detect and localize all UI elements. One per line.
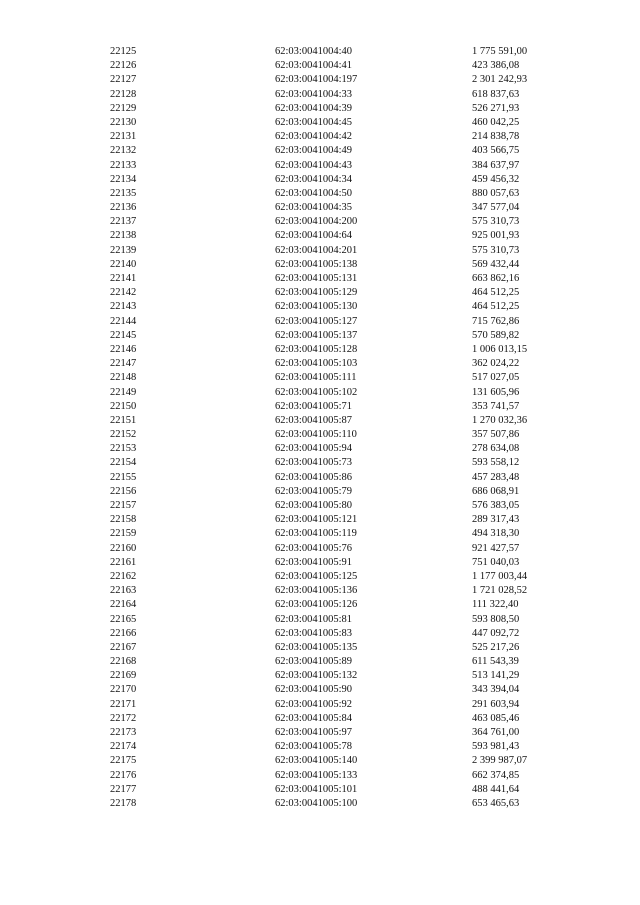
cadastral-number: 62:03:0041005:92: [275, 698, 353, 710]
cadastral-number: 62:03:0041005:80: [275, 500, 353, 511]
cadastral-value: 2 399 987,07: [472, 755, 528, 767]
table-row: [0, 386, 640, 400]
cadastral-number: 62:03:0041005:127: [275, 315, 358, 327]
row-number: 22159: [110, 528, 137, 540]
table-row: [0, 442, 640, 456]
cadastral-value: 403 566,75: [472, 145, 520, 157]
cadastral-number: 62:03:0041005:97: [275, 727, 353, 738]
table-row: [0, 669, 640, 683]
table-row: [0, 286, 640, 300]
cadastral-number: 62:03:0041005:87: [275, 414, 353, 426]
cadastral-value: 618 837,63: [472, 88, 520, 100]
cadastral-number: 62:03:0041005:125: [275, 570, 358, 582]
table-row: [0, 769, 640, 783]
row-number: 22150: [110, 400, 137, 412]
table-row: [0, 300, 640, 314]
table-row: [0, 144, 640, 158]
cadastral-value: 384 637,97: [472, 159, 520, 171]
row-number: 22156: [110, 485, 137, 497]
cadastral-value: 1 721 028,52: [472, 585, 528, 597]
cadastral-number: 62:03:0041004:200: [275, 216, 358, 228]
row-number: 22146: [110, 343, 137, 355]
cadastral-table: [0, 45, 640, 811]
cadastral-value: 447 092,72: [472, 627, 520, 639]
cadastral-value: 423 386,08: [472, 60, 520, 72]
row-number: 22152: [110, 429, 137, 441]
cadastral-value: 525 217,26: [472, 641, 520, 653]
cadastral-value: 593 808,50: [472, 613, 520, 625]
cadastral-number: 62:03:0041004:34: [275, 173, 353, 185]
table-row: [0, 414, 640, 428]
table-row: [0, 357, 640, 371]
cadastral-number: 62:03:0041005:83: [275, 627, 353, 639]
table-row: [0, 598, 640, 612]
row-number: 22158: [110, 514, 137, 526]
table-row: [0, 102, 640, 116]
table-row: [0, 783, 640, 797]
cadastral-value: 291 603,94: [472, 698, 520, 710]
row-number: 22175: [110, 755, 137, 767]
row-number: 22126: [110, 60, 137, 72]
table-row: [0, 215, 640, 229]
cadastral-value: 214 838,78: [472, 131, 520, 143]
row-number: 22134: [110, 173, 137, 185]
cadastral-number: 62:03:0041005:86: [275, 471, 353, 483]
table-row: [0, 187, 640, 201]
cadastral-value: 353 741,57: [472, 400, 520, 412]
table-row: [0, 400, 640, 414]
cadastral-value: 662 374,85: [472, 769, 520, 781]
table-row: [0, 73, 640, 87]
table-row: [0, 726, 640, 740]
cadastral-number: 62:03:0041005:89: [275, 656, 353, 668]
row-number: 22172: [110, 712, 137, 724]
cadastral-number: 62:03:0041005:137: [275, 329, 358, 341]
table-row: [0, 740, 640, 754]
cadastral-number: 62:03:0041005:81: [275, 613, 353, 625]
cadastral-value: 2 301 242,93: [472, 74, 528, 86]
cadastral-number: 62:03:0041004:64: [275, 230, 353, 242]
row-number: 22130: [110, 116, 137, 128]
row-number: 22142: [110, 287, 137, 299]
table-row: [0, 229, 640, 243]
cadastral-number: 62:03:0041004:197: [275, 74, 358, 86]
cadastral-value: 1 177 003,44: [472, 570, 528, 582]
cadastral-number: 62:03:0041004:33: [275, 88, 353, 100]
row-number: 22138: [110, 230, 137, 242]
cadastral-number: 62:03:0041005:73: [275, 457, 353, 469]
row-number: 22169: [110, 670, 137, 682]
table-row: [0, 159, 640, 173]
cadastral-value: 457 283,48: [472, 471, 520, 483]
row-number: 22161: [110, 556, 137, 568]
cadastral-value: 357 507,86: [472, 429, 520, 441]
table-row: [0, 456, 640, 470]
row-number: 22125: [110, 46, 137, 57]
cadastral-value: 575 310,73: [472, 216, 520, 228]
cadastral-number: 62:03:0041004:35: [275, 202, 353, 214]
table-row: [0, 712, 640, 726]
row-number: 22160: [110, 542, 137, 554]
cadastral-number: 62:03:0041004:50: [275, 187, 353, 199]
cadastral-number: 62:03:0041005:90: [275, 684, 353, 696]
cadastral-number: 62:03:0041005:76: [275, 542, 353, 554]
table-row: [0, 201, 640, 215]
table-row: [0, 244, 640, 258]
cadastral-value: 575 310,73: [472, 244, 520, 256]
table-row: [0, 627, 640, 641]
cadastral-number: 62:03:0041005:140: [275, 755, 358, 767]
row-number: 22165: [110, 613, 137, 625]
row-number: 22145: [110, 329, 137, 341]
cadastral-value: 576 383,05: [472, 500, 520, 511]
row-number: 22136: [110, 202, 137, 214]
cadastral-value: 517 027,05: [472, 372, 520, 384]
table-row: [0, 641, 640, 655]
cadastral-number: 62:03:0041005:119: [275, 528, 357, 540]
cadastral-value: 111 322,40: [472, 599, 519, 611]
cadastral-value: 289 317,43: [472, 514, 520, 526]
cadastral-number: 62:03:0041004:201: [275, 244, 358, 256]
table-row: [0, 428, 640, 442]
cadastral-value: 663 862,16: [472, 273, 520, 284]
table-row: [0, 613, 640, 627]
cadastral-number: 62:03:0041005:135: [275, 641, 358, 653]
cadastral-number: 62:03:0041005:84: [275, 712, 353, 724]
row-number: 22141: [110, 273, 137, 284]
cadastral-number: 62:03:0041005:102: [275, 386, 358, 398]
table-row: [0, 570, 640, 584]
cadastral-number: 62:03:0041005:110: [275, 429, 357, 441]
cadastral-number: 62:03:0041004:41: [275, 60, 353, 72]
cadastral-value: 880 057,63: [472, 187, 520, 199]
cadastral-value: 1 775 591,00: [472, 46, 528, 57]
row-number: 22178: [110, 797, 137, 809]
row-number: 22127: [110, 74, 137, 86]
table-row: [0, 130, 640, 144]
cadastral-value: 343 394,04: [472, 684, 520, 696]
cadastral-number: 62:03:0041005:132: [275, 670, 358, 682]
cadastral-number: 62:03:0041005:78: [275, 741, 353, 753]
cadastral-number: 62:03:0041005:100: [275, 797, 358, 809]
cadastral-number: 62:03:0041005:133: [275, 769, 358, 781]
row-number: 22151: [110, 414, 137, 426]
cadastral-value: 593 558,12: [472, 457, 520, 469]
cadastral-number: 62:03:0041005:136: [275, 585, 358, 597]
cadastral-number: 62:03:0041005:101: [275, 783, 358, 795]
row-number: 22144: [110, 315, 137, 327]
table-row: [0, 88, 640, 102]
row-number: 22139: [110, 244, 137, 256]
table-row: [0, 59, 640, 73]
row-number: 22149: [110, 386, 137, 398]
row-number: 22164: [110, 599, 137, 611]
table-row: [0, 584, 640, 598]
cadastral-value: 570 589,82: [472, 329, 520, 341]
cadastral-number: 62:03:0041005:79: [275, 485, 353, 497]
cadastral-number: 62:03:0041005:91: [275, 556, 353, 568]
cadastral-number: 62:03:0041005:121: [275, 514, 358, 526]
row-number: 22153: [110, 443, 137, 455]
cadastral-value: 364 761,00: [472, 727, 520, 738]
cadastral-value: 513 141,29: [472, 670, 520, 682]
row-number: 22147: [110, 358, 137, 370]
table-row: [0, 513, 640, 527]
row-number: 22129: [110, 102, 137, 114]
cadastral-number: 62:03:0041005:128: [275, 343, 358, 355]
cadastral-number: 62:03:0041005:131: [275, 273, 358, 284]
table-row: [0, 485, 640, 499]
cadastral-number: 62:03:0041005:94: [275, 443, 353, 455]
cadastral-value: 459 456,32: [472, 173, 520, 185]
row-number: 22177: [110, 783, 137, 795]
table-row: [0, 329, 640, 343]
cadastral-value: 1 006 013,15: [472, 343, 528, 355]
table-row: [0, 258, 640, 272]
cadastral-value: 494 318,30: [472, 528, 520, 540]
table-row: [0, 499, 640, 513]
row-number: 22154: [110, 457, 137, 469]
row-number: 22131: [110, 131, 137, 143]
cadastral-value: 715 762,86: [472, 315, 520, 327]
cadastral-value: 569 432,44: [472, 258, 520, 270]
cadastral-value: 131 605,96: [472, 386, 520, 398]
cadastral-number: 62:03:0041005:126: [275, 599, 358, 611]
row-number: 22171: [110, 698, 137, 710]
table-row: [0, 542, 640, 556]
cadastral-number: 62:03:0041005:111: [275, 372, 357, 384]
cadastral-value: 686 068,91: [472, 485, 520, 497]
cadastral-value: 593 981,43: [472, 741, 520, 753]
cadastral-value: 653 465,63: [472, 797, 520, 809]
row-number: 22170: [110, 684, 137, 696]
table-row: [0, 371, 640, 385]
cadastral-value: 751 040,03: [472, 556, 520, 568]
table-row: [0, 173, 640, 187]
row-number: 22173: [110, 727, 137, 738]
row-number: 22155: [110, 471, 137, 483]
table-row: [0, 343, 640, 357]
cadastral-value: 278 634,08: [472, 443, 520, 455]
row-number: 22140: [110, 258, 137, 270]
row-number: 22176: [110, 769, 137, 781]
row-number: 22135: [110, 187, 137, 199]
table-row: [0, 683, 640, 697]
cadastral-number: 62:03:0041004:42: [275, 131, 353, 143]
cadastral-value: 925 001,93: [472, 230, 520, 242]
row-number: 22143: [110, 301, 137, 313]
cadastral-value: 921 427,57: [472, 542, 520, 554]
cadastral-number: 62:03:0041005:138: [275, 258, 358, 270]
cadastral-value: 464 512,25: [472, 301, 520, 313]
cadastral-number: 62:03:0041004:39: [275, 102, 353, 114]
row-number: 22167: [110, 641, 137, 653]
cadastral-number: 62:03:0041004:45: [275, 116, 353, 128]
cadastral-value: 464 512,25: [472, 287, 520, 299]
table-row: [0, 471, 640, 485]
row-number: 22133: [110, 159, 137, 171]
table-row: [0, 754, 640, 768]
table-row: [0, 527, 640, 541]
row-number: 22157: [110, 500, 137, 511]
table-row: [0, 698, 640, 712]
cadastral-number: 62:03:0041005:130: [275, 301, 358, 313]
cadastral-value: 460 042,25: [472, 116, 520, 128]
cadastral-number: 62:03:0041004:43: [275, 159, 353, 171]
cadastral-value: 488 441,64: [472, 783, 520, 795]
cadastral-number: 62:03:0041005:103: [275, 358, 358, 370]
row-number: 22166: [110, 627, 137, 639]
cadastral-value: 1 270 032,36: [472, 414, 528, 426]
row-number: 22168: [110, 656, 137, 668]
table-row: [0, 315, 640, 329]
cadastral-value: 347 577,04: [472, 202, 520, 214]
table-row: [0, 116, 640, 130]
cadastral-number: 62:03:0041005:71: [275, 400, 353, 412]
cadastral-number: 62:03:0041005:129: [275, 287, 358, 299]
row-number: 22137: [110, 216, 137, 228]
table-row: [0, 556, 640, 570]
row-number: 22148: [110, 372, 137, 384]
row-number: 22132: [110, 145, 137, 157]
cadastral-value: 526 271,93: [472, 102, 520, 114]
row-number: 22174: [110, 741, 137, 753]
table-row: [0, 797, 640, 811]
row-number: 22162: [110, 570, 137, 582]
table-row: [0, 45, 640, 59]
cadastral-number: 62:03:0041004:49: [275, 145, 353, 157]
cadastral-value: 611 543,39: [472, 656, 519, 668]
cadastral-value: 463 085,46: [472, 712, 520, 724]
cadastral-number: 62:03:0041004:40: [275, 46, 353, 57]
table-row: [0, 655, 640, 669]
row-number: 22128: [110, 88, 137, 100]
row-number: 22163: [110, 585, 137, 597]
table-row: [0, 272, 640, 286]
cadastral-value: 362 024,22: [472, 358, 520, 370]
